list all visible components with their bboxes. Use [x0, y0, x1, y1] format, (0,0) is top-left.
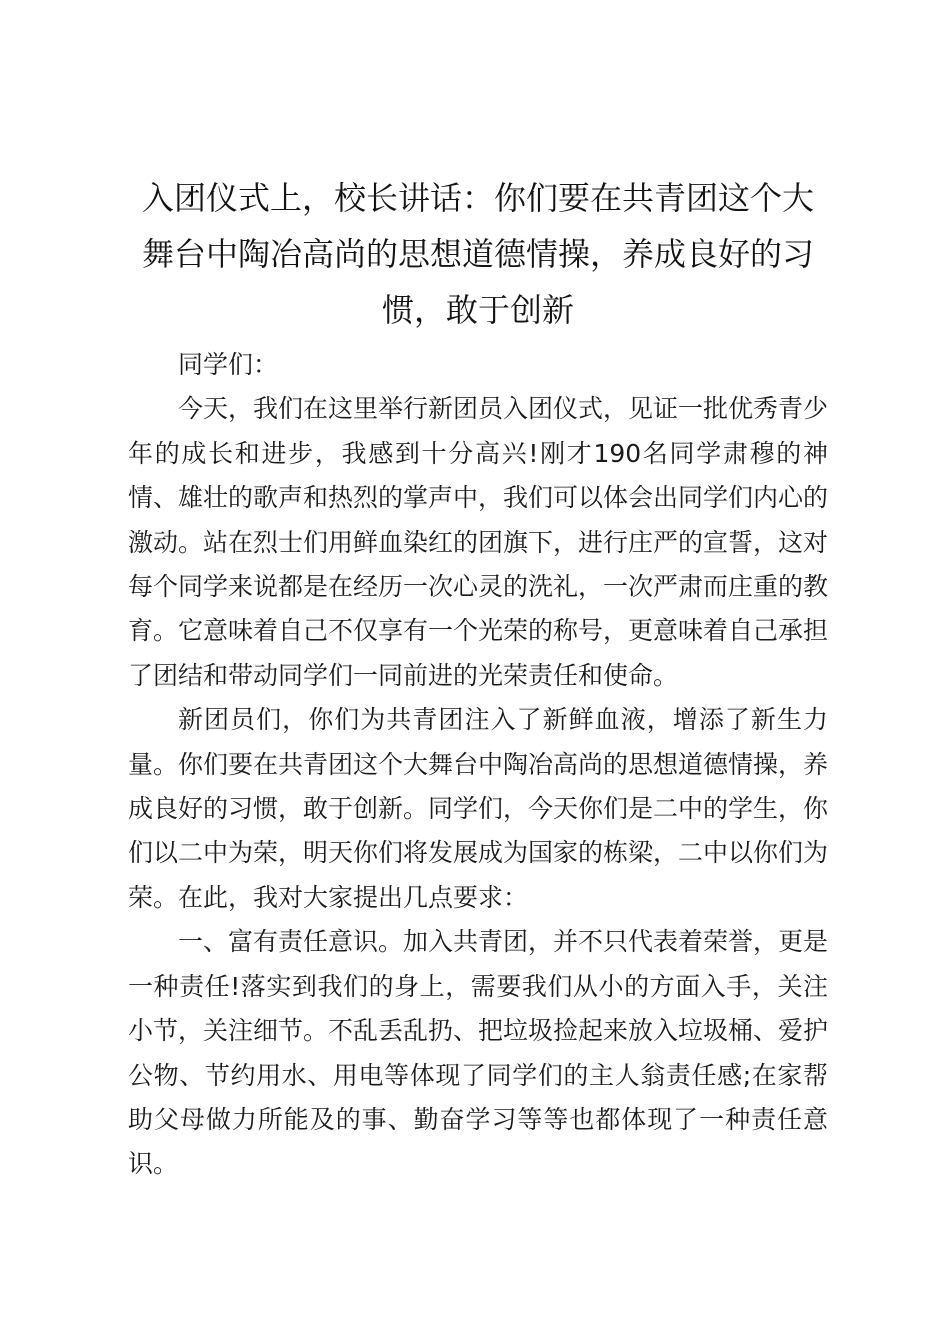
document-title: 入团仪式上，校长讲话：你们要在共青团这个大舞台中陶冶高尚的思想道德情操，养成良好的习惯，敢于创新 [141, 179, 814, 329]
paragraph-opening: 今天，我们在这里举行新团员入团仪式，见证一批优秀青少年的成长和进步，我感到十分高兴!刚才190名同学肃穆的神情、雄壮的歌声和热烈的掌声中，我们可以体会出同学们内心的激动。站在烈士们用鲜血染红的团旗下，进行庄严的宣誓，这对每个同学来说都是在经历一次心灵的洗礼，一次严肃而庄重的教育。它意味着自己不仅享有一个光荣的称号，更意味着自己承担了团结和带动同学们一同前进的光荣责任和使命。 [128, 394, 829, 690]
paragraph-new-members: 新团员们，你们为共青团注入了新鲜血液，增添了新生力量。你们要在共青团这个大舞台中陶冶高尚的思想道德情操，养成良好的习惯，敢于创新。同学们，今天你们是二中的学生，你们以二中为荣，明天你们将发展成为国家的栋梁，二中以你们为荣。在此，我对大家提出几点要求： [128, 705, 829, 912]
document-page [128, 170, 828, 1187]
salutation: 同学们： [178, 350, 279, 379]
paragraph-requirement-responsibility: 一、富有责任意识。加入共青团，并不只代表着荣誉，更是一种责任!落实到我们的身上，需要我们从小的方面入手，关注小节，关注细节。不乱丢乱扔、把垃圾捡起来放入垃圾桶、爱护公物、节约用水、用电等体现了同学们的主人翁责任感;在家帮助父母做力所能及的事、勤奋学习等等也都体现了一种责任意识。 [128, 927, 829, 1179]
